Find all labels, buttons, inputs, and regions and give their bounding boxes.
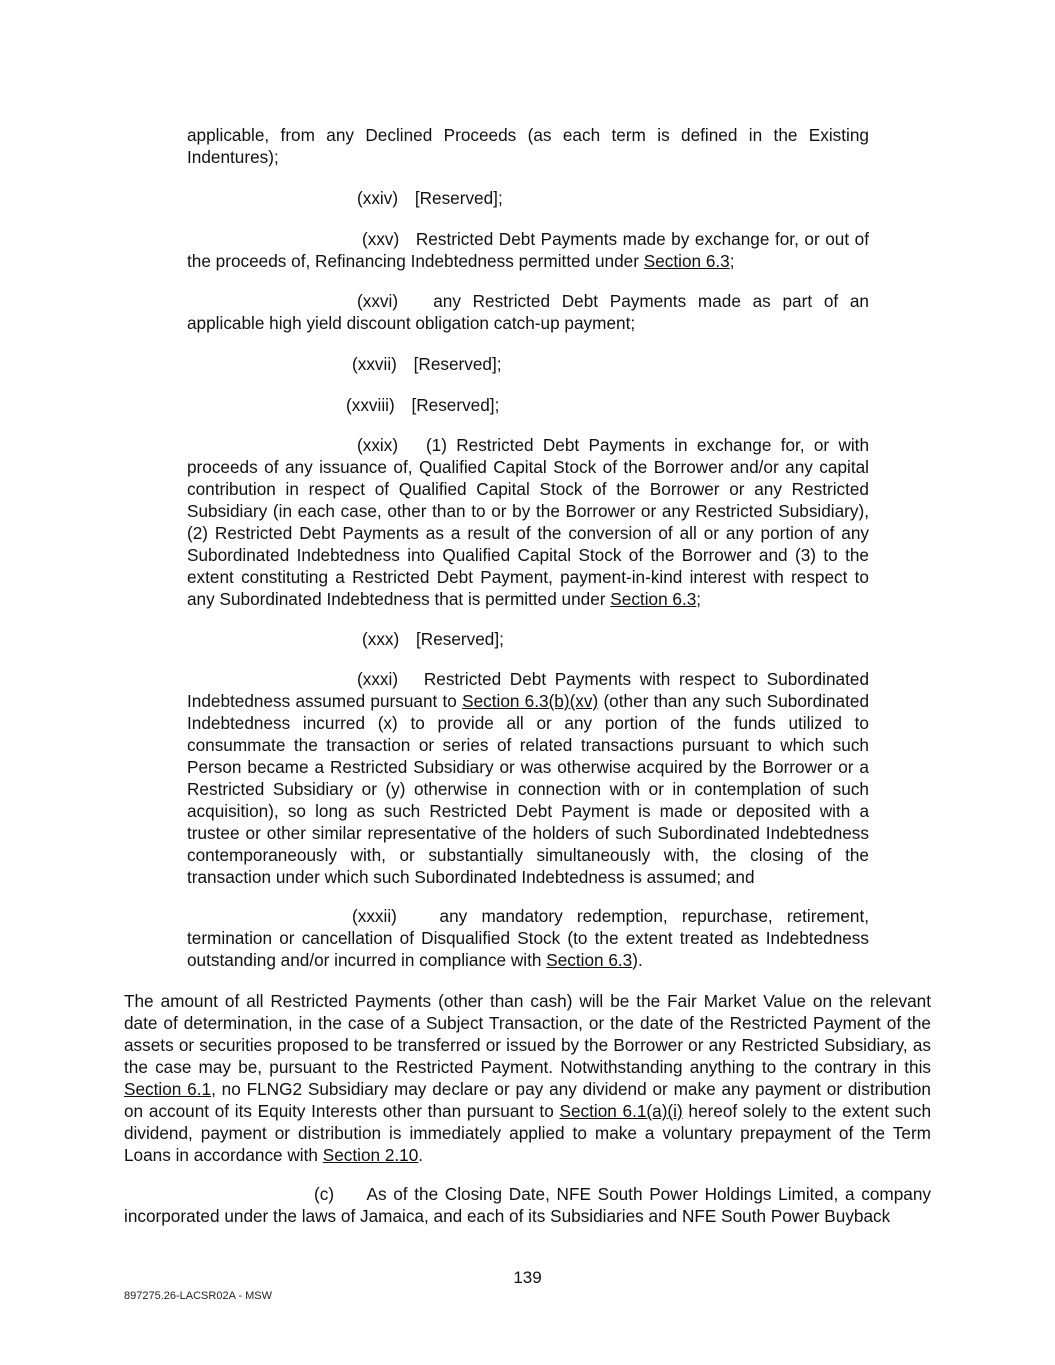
- item-xxiv: [357, 187, 503, 209]
- item-text: [Reserved];: [416, 629, 504, 649]
- item-label: (xxxi): [357, 669, 399, 689]
- item-xxxii: (xxxii) any mandatory redemption, repurchase, retirement, termination or cancellation of Disqualified Stock (to the extent treated as Indebtedness outstanding and/or incurred in compliance with Section 6.3).: [187, 906, 870, 970]
- section-reference-link[interactable]: Section 6.3: [610, 589, 697, 609]
- item-label: (xxxii): [352, 906, 397, 926]
- section-reference-link[interactable]: Section 6.1(a)(i): [559, 1101, 683, 1121]
- item-text: [Reserved];: [411, 395, 500, 415]
- item-xxix: (xxix) (1) Restricted Debt Payments in exchange for, or with proceeds of any issuance of, Qualified Capital Stock of the Borrower and/or any capital contribution in respect of Qualified Capital Stock of the Borrower or any Restricted Subsidiary (in each case, other than to or by the Borrower or any Restricted Subsidiary), (2) Restricted Debt Payments as a result of the conversion of all or any portion of any Subordinated Indebtedness into Qualified Capital Stock of the Borrower and (3) to the extent constituting a Restricted Debt Payment, payment-in-kind interest with respect to any Subordinated Indebtedness that is permitted under Section 6.3;: [187, 435, 870, 609]
- item-label: (xxiv): [357, 188, 399, 208]
- item-label: (xxv): [362, 229, 400, 249]
- section-reference-link[interactable]: Section 2.10: [322, 1145, 419, 1165]
- page-number: 139: [513, 1268, 542, 1287]
- section-reference-link[interactable]: Section 6.1: [124, 1079, 212, 1099]
- item-xxx: [362, 628, 504, 650]
- section-reference-link[interactable]: Section 6.3(b)(xv): [462, 691, 599, 711]
- item-label: (c): [314, 1184, 335, 1204]
- section-reference-link[interactable]: Section 6.3: [546, 950, 633, 970]
- section-reference-link[interactable]: Section 6.3: [643, 251, 730, 271]
- item-label: (xxvii): [352, 354, 397, 374]
- paragraph-top-fragment: applicable, from any Declined Proceeds (as each term is defined in the Existing Indentures);: [187, 125, 869, 167]
- item-text: [Reserved];: [413, 354, 502, 374]
- item-xxxi: (xxxi) Restricted Debt Payments with respect to Subordinated Indebtedness assumed pursuant to Section 6.3(b)(xv) (other than any such Subordinated Indebtedness incurred (x) to provide all or any portion of the funds utilized to consummate the transaction or series of related transactions pursuant to which such Person became a Restricted Subsidiary or was otherwise acquired by the Borrower or a Restricted Subsidiary or (y) otherwise in connection with or in contemplation of such acquisition), so long as such Restricted Debt Payment is made or deposited with a trustee or other similar representative of the holders of such Subordinated Indebtedness contemporaneously with, or substantially simultaneously with, the closing of the transaction under which such Subordinated Indebtedness is assumed; and: [187, 669, 870, 887]
- item-label: (xxx): [362, 629, 400, 649]
- item-xxvii: [352, 353, 502, 375]
- paragraph-c: (c) As of the Closing Date, NFE South Power Holdings Limited, a company incorporated under the laws of Jamaica, and each of its Subsidiaries and NFE South Power Buyback: [124, 1184, 931, 1226]
- item-label: (xxviii): [346, 395, 395, 415]
- item-label: (xxvi): [357, 291, 399, 311]
- item-text: [Reserved];: [414, 188, 503, 208]
- item-label: (xxix): [357, 435, 399, 455]
- document-id: 897275.26-LACSR02A - MSW: [124, 1290, 272, 1302]
- item-xxvi: (xxvi) any Restricted Debt Payments made as part of an applicable high yield discount obligation catch-up payment;: [187, 291, 869, 333]
- paragraph-restricted-payments-amount: The amount of all Restricted Payments (other than cash) will be the Fair Market Value on the relevant date of determination, in the case of a Subject Transaction, or the date of the Restricted Payment of the assets or securities proposed to be transferred or issued by the Borrower or any Restricted Subsidiary, as the case may be, pursuant to the Restricted Payment. Notwithstanding anything to the contrary in this Section 6.1, no FLNG2 Subsidiary may declare or pay any dividend or make any payment or distribution on account of its Equity Interests other than pursuant to Section 6.1(a)(i) hereof solely to the extent such dividend, payment or distribution is immediately applied to make a voluntary prepayment of the Term Loans in accordance with Section 2.10.: [124, 991, 931, 1165]
- item-xxviii: [346, 394, 499, 416]
- item-xxv: (xxv) Restricted Debt Payments made by exchange for, or out of the proceeds of, Refinancing Indebtedness permitted under Section 6.3;: [187, 229, 870, 271]
